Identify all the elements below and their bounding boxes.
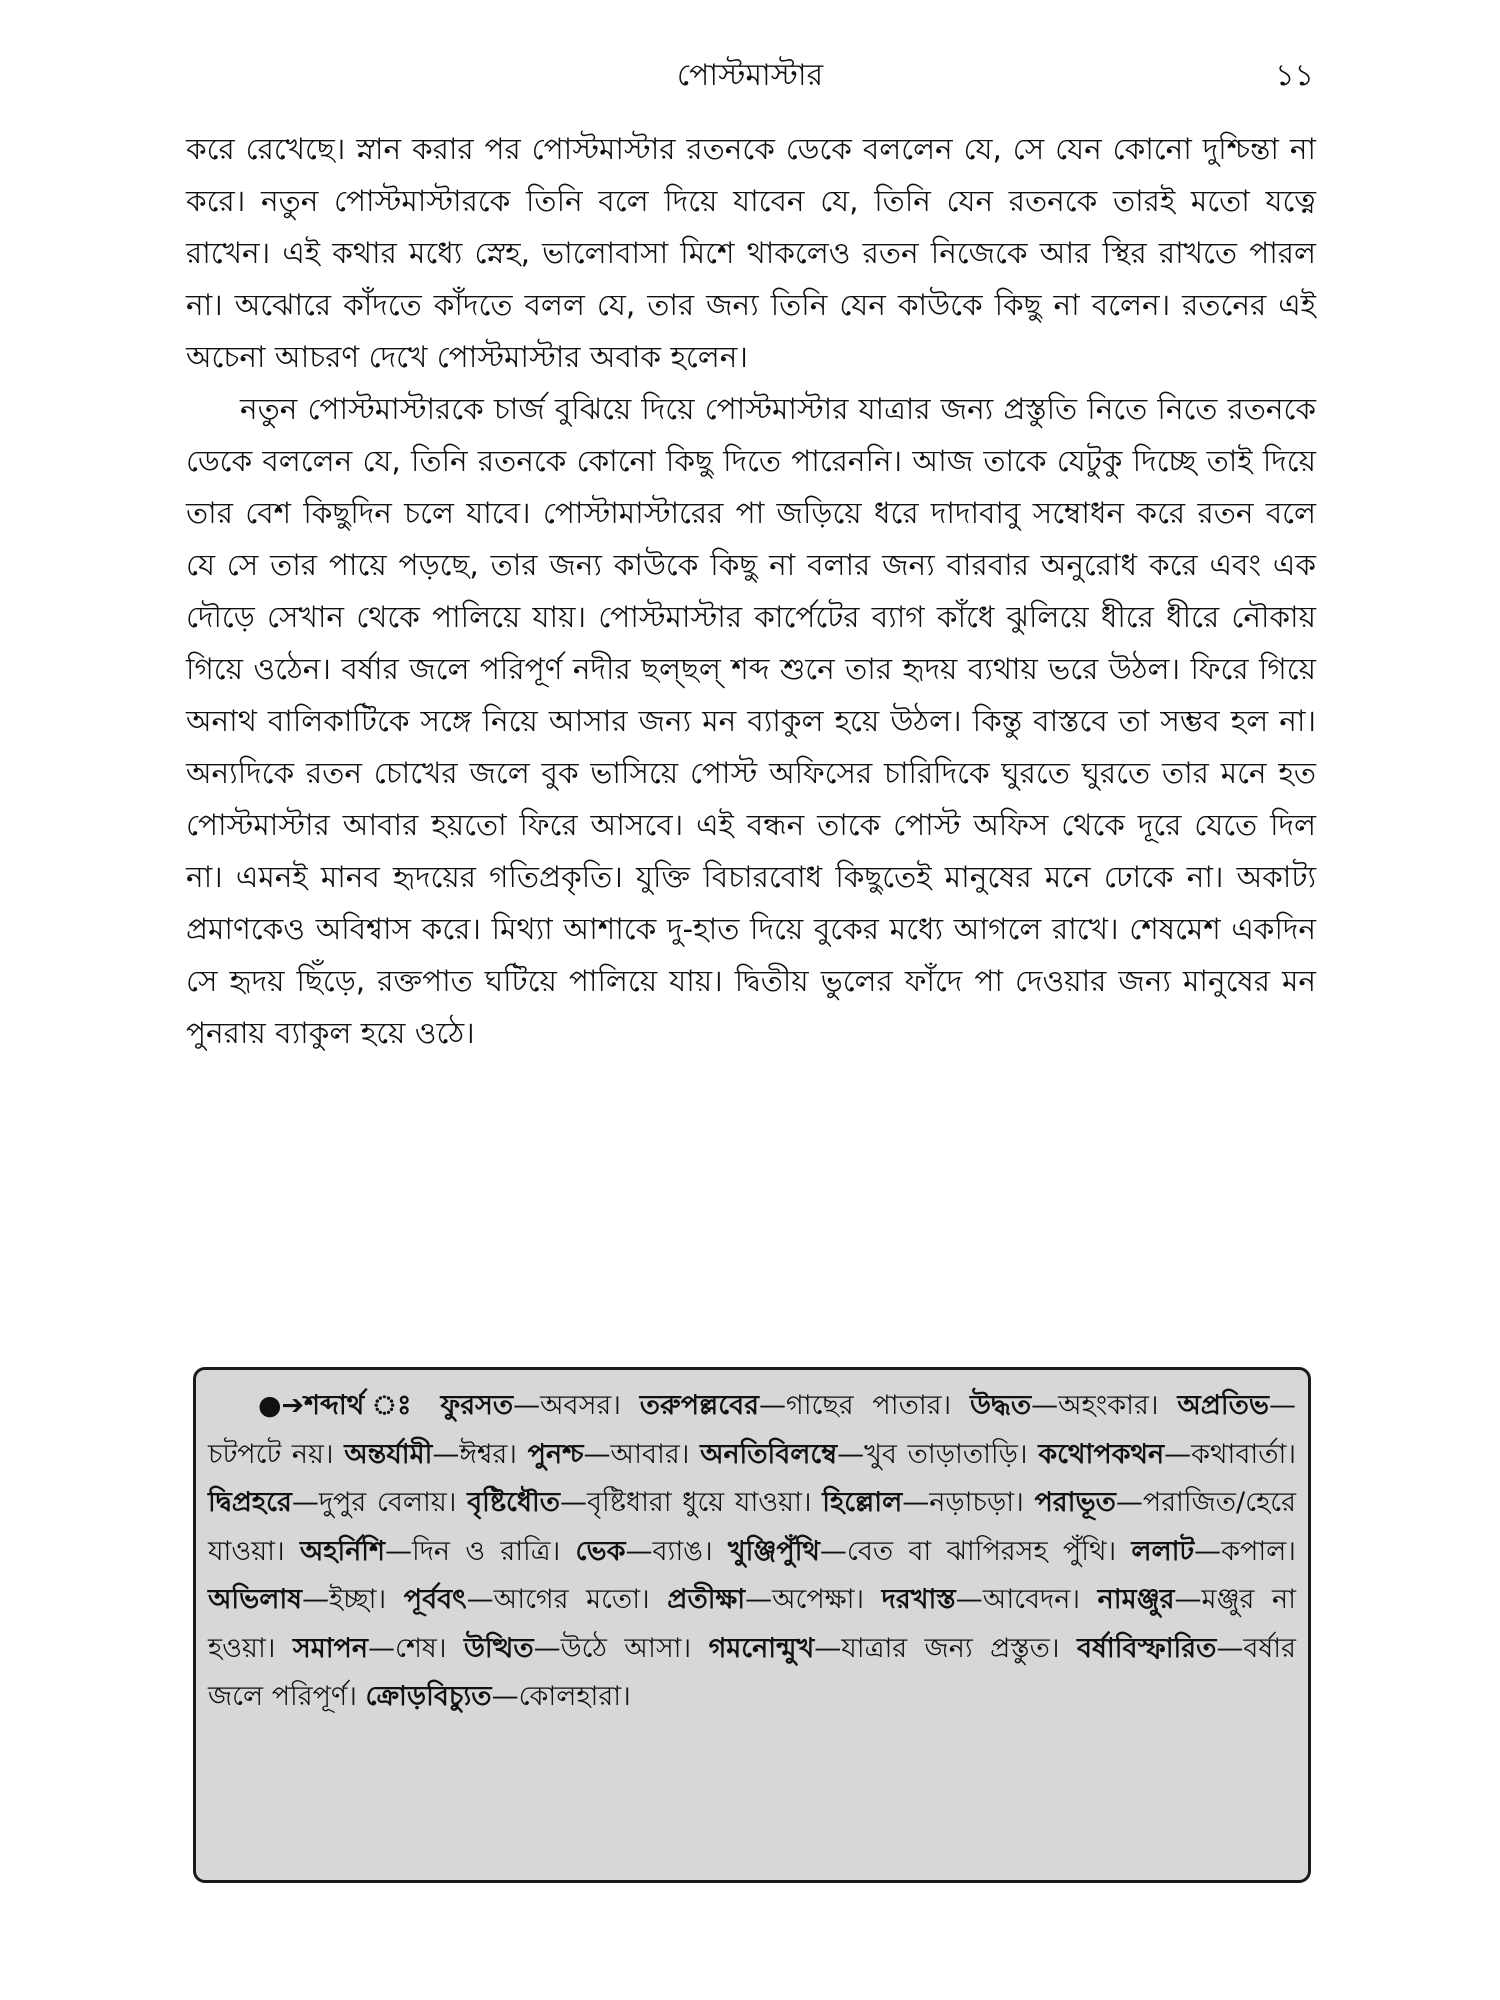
- glossary-meaning: অহংকার: [1058, 1390, 1149, 1421]
- page-header: [180, 46, 1320, 106]
- glossary-meaning: আবেদন: [982, 1584, 1071, 1615]
- glossary-term: উদ্ধত: [970, 1390, 1032, 1421]
- body-paragraph: নতুন পোস্টমাস্টারকে চার্জ বুঝিয়ে দিয়ে পোস্টমাস্টার যাত্রার জন্য প্রস্তুতি নিতে নিতে রতনকে ডেকে বললেন যে, তিনি রতনকে কোনো কিছু দিতে পারেননি। আজ তাকে যেটুকু দিচ্ছে তাই দিয়ে তার বেশ কিছুদিন চলে যাবে। পোস্টামাস্টারের পা জড়িয়ে ধরে দাদাবাবু সম্বোধন করে রতন বলে যে সে তার পায়ে পড়ছে, তার জন্য কাউকে কিছু না বলার জন্য বারবার অনুরোধ করে এবং এক দৌড়ে সেখান থেকে পালিয়ে যায়। পোস্টমাস্টার কার্পেটের ব্যাগ কাঁধে ঝুলিয়ে ধীরে ধীরে নৌকায় গিয়ে ওঠেন। বর্ষার জলে পরিপূর্ণ নদীর ছল্‌ছল্‌ শব্দ শুনে তার হৃদয় ব্যথায় ভরে উঠল। ফিরে গিয়ে অনাথ বালিকাটিকে সঙ্গে নিয়ে আসার জন্য মন ব্যাকুল হয়ে উঠল। কিন্তু বাস্তবে তা সম্ভব হল না। অন্যদিকে রতন চোখের জলে বুক ভাসিয়ে পোস্ট অফিসের চারিদিকে ঘুরতে ঘুরতে তার মনে হত পোস্টমাস্টার আবার হয়তো ফিরে আসবে। এই বন্ধন তাকে পোস্ট অফিস থেকে দূরে যেতে দিল না। এমনই মানব হৃদয়ের গতিপ্রকৃতি। যুক্তি বিচারবোধ কিছুতেই মানুষের মনে ঢোকে না। অকাট্য প্রমাণকেও অবিশ্বাস করে। মিথ্যা আশাকে দু-হাত দিয়ে বুকের মধ্যে আগলে রাখে। শেষমেশ একদিন সে হৃদয় ছিঁড়ে, রক্তপাত ঘটিয়ে পালিয়ে যায়। দ্বিতীয় ভুলের ফাঁদে পা দেওয়ার জন্য মানুষের মন পুনরায় ব্যাকুল হয়ে ওঠে।: [186, 392, 1316, 1050]
- glossary-term: ভেক: [575, 1535, 626, 1567]
- glossary-meaning: বেত বা ঝাপিরসহ পুঁথি: [846, 1535, 1107, 1567]
- glossary-term: তরুপল্লবের: [639, 1390, 759, 1421]
- glossary-term: খুঞ্জিপুঁথি: [727, 1535, 820, 1567]
- glossary-term: দ্বিপ্রহরে: [208, 1487, 292, 1518]
- glossary-term: পরাভূত: [1034, 1487, 1116, 1518]
- glossary-meaning: অপেক্ষা: [772, 1584, 855, 1615]
- glossary-term: হিল্লোল: [822, 1487, 903, 1518]
- glossary-term: প্রতীক্ষা: [667, 1584, 746, 1615]
- glossary-meaning: ব্যাঙ: [652, 1535, 703, 1567]
- glossary-term: বর্ষাবিস্ফারিত: [1077, 1632, 1217, 1664]
- glossary-term: সমাপন: [292, 1632, 368, 1664]
- glossary-meaning: ইচ্ছা: [329, 1584, 377, 1615]
- glossary-meaning: বর্ষার জলে পরিপূর্ণ: [208, 1632, 1296, 1712]
- glossary-term: অন্তর্যামী: [344, 1438, 433, 1470]
- glossary-meaning: কোলহারা: [518, 1681, 622, 1712]
- glossary-term: অহর্নিশি: [299, 1535, 385, 1567]
- glossary-meaning: আগের মতো: [493, 1584, 641, 1615]
- glossary-term: গমনোন্মুখ: [708, 1632, 815, 1664]
- glossary-meaning: কথাবার্তা: [1191, 1438, 1287, 1470]
- glossary-marker-icon: ●➔: [258, 1390, 305, 1421]
- glossary-term: অভিলাষ: [208, 1584, 303, 1615]
- glossary-meaning: কপাল: [1221, 1535, 1287, 1567]
- glossary-term: কথোপকথন: [1038, 1438, 1165, 1470]
- glossary-term: উত্থিত: [463, 1632, 534, 1664]
- glossary-term: অনতিবিলম্বে: [700, 1438, 838, 1470]
- glossary-meaning: শেষ: [394, 1632, 437, 1664]
- glossary-term: ফুরসত: [440, 1390, 514, 1421]
- glossary-term: ললাট: [1131, 1535, 1195, 1567]
- glossary-meaning: দুপুর বেলায়: [318, 1487, 447, 1518]
- glossary-meaning: দিন ও রাত্রি: [412, 1535, 551, 1567]
- glossary-meaning: খুব তাড়াতাড়ি: [864, 1438, 1018, 1470]
- glossary-term: ক্রোড়বিচ্যুত: [365, 1681, 492, 1712]
- body-text: [186, 123, 1316, 1059]
- glossary-meaning: অবসর: [540, 1390, 612, 1421]
- glossary-text: ●➔শব্দার্থ ঃ ফুরসত—অবসর। তরুপল্লবের—গাছের পাতার। উদ্ধত—অহংকার। অপ্রতিভ—চটপটে নয়। অন্তর্যামী—ঈশ্বর। পুনশ্চ—আবার। অনতিবিলম্বে—খুব তাড়াতাড়ি। কথোপকথন—কথাবার্তা। দ্বিপ্রহরে—দুপুর বেলায়। বৃষ্টিধৌত—বৃষ্টিধারা ধুয়ে যাওয়া। হিল্লোল—নড়াচড়া। পরাভূত—পরাজিত/হেরে যাওয়া। অহর্নিশি—দিন ও রাত্রি। ভেক—ব্যাঙ। খুঞ্জিপুঁথি—বেত বা ঝাপিরসহ পুঁথি। ললাট—কপাল। অভিলাষ—ইচ্ছা। পূর্ববৎ—আগের মতো। প্রতীক্ষা—অপেক্ষা। দরখাস্ত—আবেদন। নামঞ্জুর—মঞ্জুর না হওয়া। সমাপন—শেষ। উত্থিত—উঠে আসা। গমনোন্মুখ—যাত্রার জন্য প্রস্তুত। বর্ষাবিস্ফারিত—বর্ষার জলে পরিপূর্ণ। ক্রোড়বিচ্যুত—কোলহারা।: [208, 1382, 1296, 1722]
- glossary-meaning: নড়াচড়া: [929, 1487, 1015, 1518]
- glossary-meaning: উঠে আসা: [560, 1632, 682, 1664]
- glossary-term: দরখাস্ত: [881, 1584, 956, 1615]
- glossary-meaning: চটপটে নয়: [208, 1438, 324, 1470]
- glossary-meaning: ঈশ্বর: [459, 1438, 508, 1470]
- glossary-box: [193, 1367, 1311, 1883]
- glossary-meaning: আবার: [610, 1438, 680, 1470]
- body-paragraph: করে রেখেছে। স্নান করার পর পোস্টমাস্টার রতনকে ডেকে বললেন যে, সে যেন কোনো দুশ্চিন্তা না করে। নতুন পোস্টমাস্টারকে তিনি বলে দিয়ে যাবেন যে, তিনি যেন রতনকে তারই মতো যত্নে রাখেন। এই কথার মধ্যে স্নেহ, ভালোবাসা মিশে থাকলেও রতন নিজেকে আর স্থির রাখতে পারল না। অঝোরে কাঁদতে কাঁদতে বলল যে, তার জন্য তিনি যেন কাউকে কিছু না বলেন। রতনের এই অচেনা আচরণ দেখে পোস্টমাস্টার অবাক হলেন।: [186, 132, 1316, 374]
- running-title: পোস্টমাস্টার: [676, 58, 824, 93]
- glossary-heading: শব্দার্থ ঃ: [304, 1390, 422, 1421]
- glossary-term: বৃষ্টিধৌত: [467, 1487, 561, 1518]
- glossary-term: অপ্রতিভ: [1177, 1390, 1269, 1421]
- glossary-term: পুনশ্চ: [527, 1438, 584, 1470]
- glossary-meaning: পরাজিত/হেরে যাওয়া: [208, 1487, 1296, 1567]
- glossary-meaning: গাছের পাতার: [786, 1390, 942, 1421]
- glossary-meaning: বৃষ্টিধারা ধুয়ে যাওয়া: [587, 1487, 802, 1518]
- glossary-meaning: মঞ্জুর না হওয়া: [208, 1584, 1296, 1664]
- glossary-term: নামঞ্জুর: [1097, 1584, 1175, 1615]
- glossary-meaning: যাত্রার জন্য প্রস্তুত: [841, 1632, 1050, 1664]
- glossary-term: পূর্ববৎ: [403, 1584, 467, 1615]
- page-number: ১১: [1275, 58, 1314, 93]
